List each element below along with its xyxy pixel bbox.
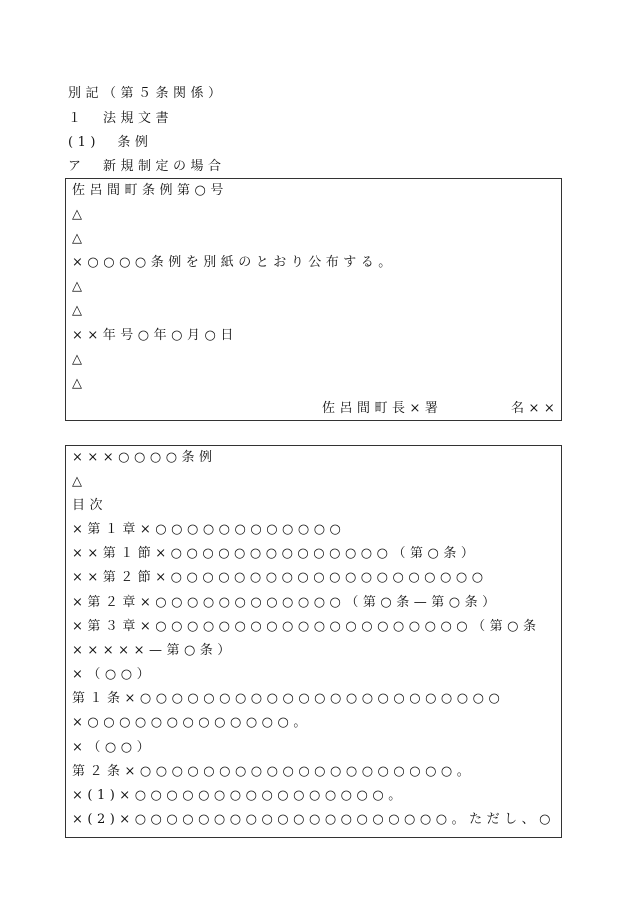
article-1-line: 第１条×○○○○○○○○○○○○○○○○○○○○○○○ [72,691,505,706]
toc-section-2-line: ××第２節×○○○○○○○○○○○○○○○○○○○○ [72,570,488,585]
item-1-line: ×(1)×○○○○○○○○○○○○○○○○。 [72,788,406,803]
toc-chapter-1-line: ×第１章×○○○○○○○○○○○○ [72,522,346,537]
ordinance-body-box [65,445,562,838]
date-line: ××年号○年○月○日 [72,328,238,343]
article-2-line: 第２条×○○○○○○○○○○○○○○○○○○○○。 [72,764,475,779]
spacer-mark-line: △ [72,231,87,246]
spacer-mark-line: △ [72,352,87,367]
toc-section-1-line: ××第１節×○○○○○○○○○○○○○○（第○条） [72,546,479,561]
signature-title: 佐呂間町長×署 [322,401,443,416]
item-2-line: ×(2)×○○○○○○○○○○○○○○○○○○○○。ただし、○ [72,812,555,827]
signature-name: 名×× [511,401,560,416]
promulgation-form-box [65,178,562,421]
toc-chapter-3-continued-line: ×××××—第○条） [72,643,235,658]
article-caption-line: ×（○○） [72,740,155,755]
promulgation-text-line: ×○○○○条例を別紙のとおり公布する。 [72,255,396,270]
spacer-mark-line: △ [72,207,87,222]
toc-chapter-2-line: ×第２章×○○○○○○○○○○○○（第○条—第○条） [72,595,500,610]
spacer-mark-line: △ [72,279,87,294]
article-caption-line: ×（○○） [72,667,155,682]
ordinance-title-line: ×××○○○○条例 [72,450,217,465]
toc-heading-line: 目次 [72,498,108,513]
heading-annex: 別記（第５条関係） [68,86,226,101]
heading-section-1: １ 法規文書 [68,111,174,126]
spacer-mark-line: △ [72,303,87,318]
spacer-mark-line: △ [72,376,87,391]
spacer-mark-line: △ [72,474,87,489]
heading-new-enactment: ア 新規制定の場合 [68,159,226,174]
ordinance-number-line: 佐呂間町条例第○号 [72,183,228,198]
article-1-continued-line: ×○○○○○○○○○○○○○。 [72,715,311,730]
heading-ordinance: (1) 条例 [68,135,153,150]
toc-chapter-3-line: ×第３章×○○○○○○○○○○○○○○○○○○○○（第○条 [72,619,541,634]
